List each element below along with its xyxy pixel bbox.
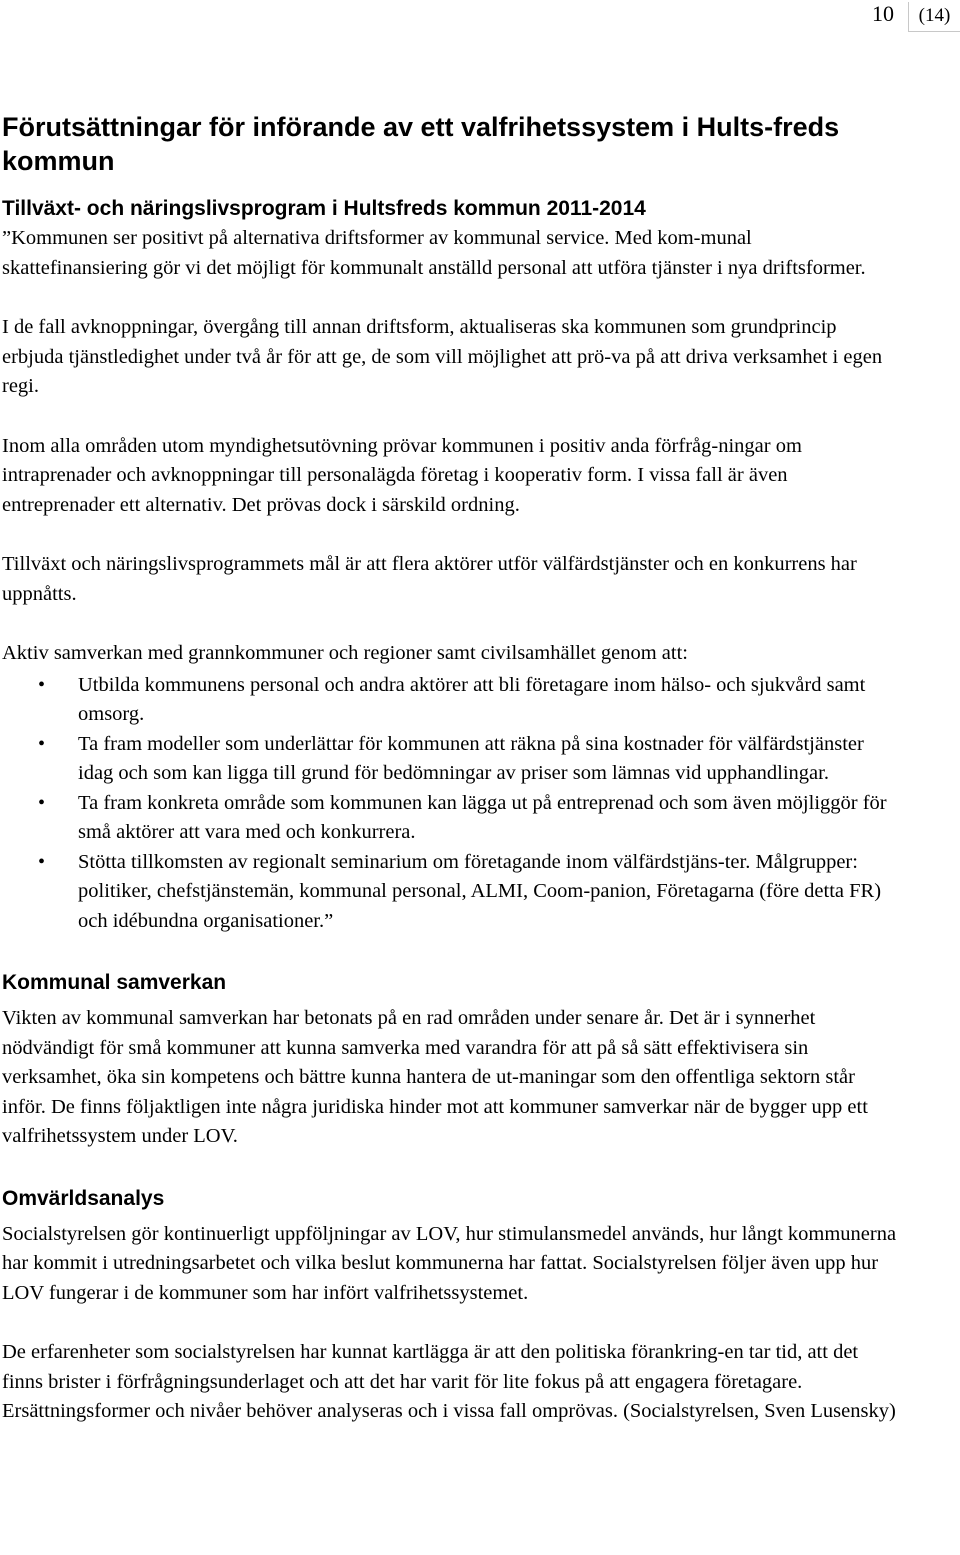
- section-heading-omvarldsanalys: Omvärldsanalys: [2, 1186, 165, 1210]
- page-number-total: (14): [908, 2, 960, 32]
- list-item-text: Ta fram konkreta område som kommunen kan lägga ut på entreprenad och som även möjliggör för små aktörer att vara med och konkurrera.: [78, 791, 887, 843]
- section-heading-kommunal-samverkan: Kommunal samverkan: [2, 971, 227, 994]
- paragraph: Vikten av kommunal samverkan har betonats på en rad områden under senare år. Det är i synnerhet nödvändigt för små kommuner att kunna samverka med varandra för att på så sätt effektivisera sin verksamhet, öka sin kompetens och bättre kunna hantera de ut-maningar som den offentliga sektorn står inför. De finns följaktligen inte några juridiska hinder mot att kommuner samverkar när de bygger upp ett valfrihetssystem under LOV.: [2, 1007, 868, 1147]
- bullet-icon: •: [38, 850, 46, 873]
- paragraph: Socialstyrelsen gör kontinuerligt uppföljningar av LOV, hur stimulansmedel används, hur långt kommunerna har kommit i utredningsarbetet och vilka beslut kommunerna har fattat. Socialstyrelsen följer även upp hur LOV fungerar i de kommuner som har infört valfrihetssystemet.: [2, 1222, 897, 1304]
- bullet-icon: •: [38, 732, 46, 755]
- page-number-current: 10: [872, 1, 894, 26]
- paragraph: Tillväxt och näringslivsprogrammets mål är att flera aktörer utför välfärdstjänster och en konkurrens har uppnåtts.: [2, 553, 857, 605]
- paragraph: Aktiv samverkan med grannkommuner och regioner samt civilsamhället genom att:: [2, 642, 688, 664]
- list-item: [2, 730, 902, 789]
- list-item: [2, 848, 902, 937]
- list-item-text: Ta fram modeller som underlättar för kommunen att räkna på sina kostnader för välfärdstjänster idag och som kan ligga till grund för bedömningar av priser som lämnas vid upphandlingar.: [78, 732, 864, 784]
- paragraph: De erfarenheter som socialstyrelsen har kunnat kartlägga är att den politiska förankring-en tar tid, att det finns brister i förfrågningsunderlaget och att det har varit för lite fokus på att engagera företagare. Ersättningsformer och nivåer behöver analyseras och i vissa fall omprövas. (Socialstyrelsen, Sven Lusensky): [2, 1341, 896, 1422]
- section-heading-tillvaxt: Tillväxt- och näringslivsprogram i Hultsfreds kommun 2011-2014: [2, 197, 646, 220]
- list-item-text: Utbilda kommunens personal och andra aktörer att bli företagare inom hälso- och sjukvård samt omsorg.: [78, 673, 866, 725]
- list-item: [2, 671, 902, 730]
- list-item-text: Stötta tillkomsten av regionalt seminarium om företagande inom välfärdstjäns-ter. Målgrupper: politiker, chefstjänstemän, kommunal personal, ALMI, Coom-panion, Företagarna (före detta FR) och idébundna organisationer.”: [78, 850, 882, 932]
- document-body: [2, 110, 902, 1427]
- page-title: Förutsättningar för införande av ett valfrihetssystem i Hults-freds kommun: [2, 112, 840, 176]
- paragraph: Inom alla områden utom myndighetsutövning prövar kommunen i positiv anda förfråg-ningar om intraprenader och avknoppningar till personalägda företag i kooperativ form. I vissa fall är även entreprenader ett alternativ. Det prövas dock i särskild ordning.: [2, 434, 802, 516]
- page-number: [872, 0, 960, 28]
- paragraph: I de fall avknoppningar, övergång till annan driftsform, aktualiseras ska kommunen som grundprincip erbjuda tjänstledighet under två år för att ge, de som vill möjlighet att prö-va på att driva verksamhet i egen regi.: [2, 316, 883, 397]
- bullet-list: [2, 671, 902, 937]
- list-item: [2, 789, 902, 848]
- paragraph: ”Kommunen ser positivt på alternativa driftsformer av kommunal service. Med kom-munal skattefinansiering gör vi det möjligt för kommunalt anställd personal att utföra tjänster i nya driftsformer.: [2, 227, 866, 279]
- bullet-icon: •: [38, 673, 46, 696]
- bullet-icon: •: [38, 791, 46, 814]
